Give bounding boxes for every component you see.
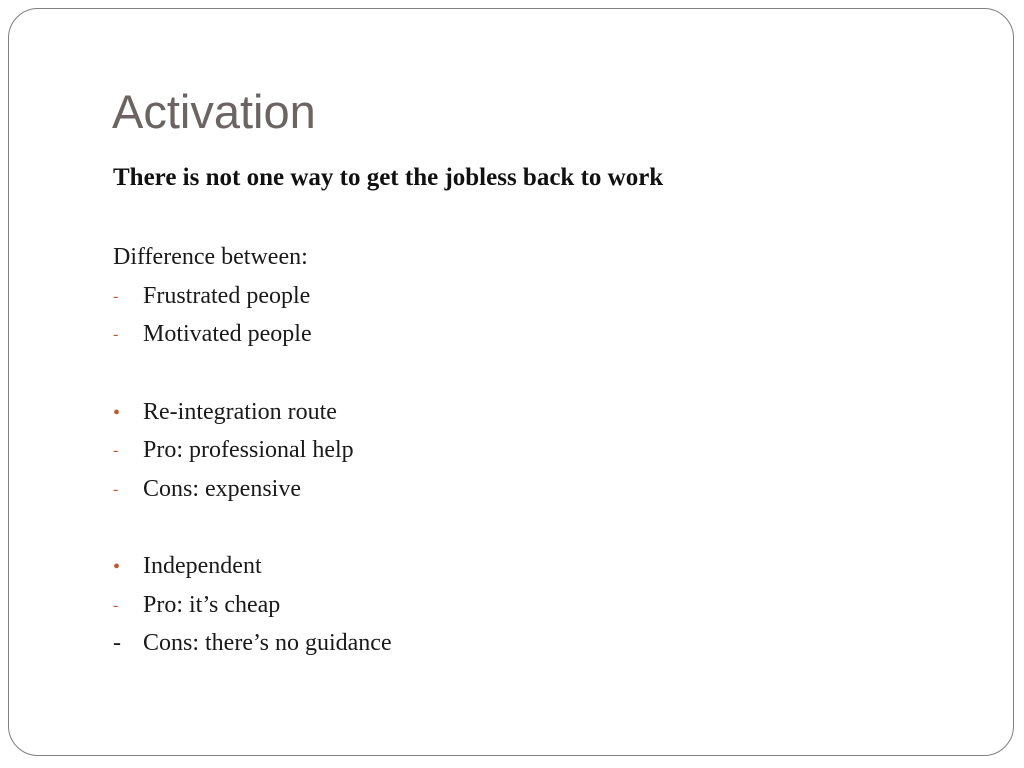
bullet-marker: • <box>113 402 121 424</box>
list-item <box>113 589 280 621</box>
list-item <box>113 473 301 505</box>
dash-marker: - <box>113 630 121 656</box>
list-item-text: Frustrated people <box>143 283 311 309</box>
list-item-text: Pro: it’s cheap <box>143 592 281 618</box>
list-item-text: Pro: professional help <box>143 437 354 463</box>
list-item <box>113 318 312 350</box>
list-item <box>113 241 308 273</box>
dash-marker: - <box>113 481 119 498</box>
dash-marker: - <box>113 288 119 305</box>
slide-subtitle: There is not one way to get the jobless back to work <box>113 164 664 191</box>
slide-title: Activation <box>112 85 316 138</box>
list-item <box>113 280 310 312</box>
list-item <box>113 396 337 428</box>
list-item-text: Independent <box>143 553 262 579</box>
list-item <box>113 434 354 466</box>
list-item-text: Difference between: <box>113 244 308 270</box>
dash-marker: - <box>113 597 119 614</box>
dash-marker: - <box>113 326 119 343</box>
list-item <box>113 550 262 582</box>
list-item-text: Re-integration route <box>143 399 337 425</box>
list-item-text: Cons: expensive <box>143 476 301 502</box>
list-item <box>113 627 392 659</box>
list-item-text: Motivated people <box>143 321 312 347</box>
bullet-marker: • <box>113 556 121 578</box>
list-item-text: Cons: there’s no guidance <box>143 630 392 656</box>
dash-marker: - <box>113 442 119 459</box>
